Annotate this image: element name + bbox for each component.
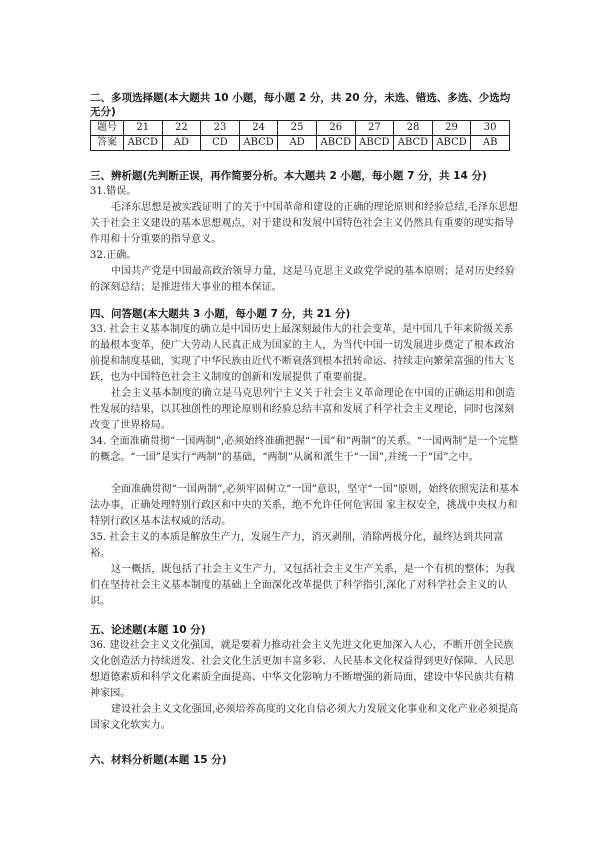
section-2-heading-line1: 二、多项选择题(本大题共 10 小题，每小题 2 分，共 20 分，未选、错选、多选、少选均 [90, 92, 511, 104]
question-number: 21 [124, 121, 163, 136]
q36-paragraph-2: 建设社会主义文化强国,必须培养高度的文化自信必须大力发展文化事业和文化产业必须提高国家文化软实力。 [90, 704, 519, 731]
q33-paragraph-1: 33. 社会主义基本制度的确立是中国历史上最深刻最伟大的社会变革，是中国几千年来阶级关系的最根本变革，使广大劳动人民真正成为国家的主人，为当代中国一切发展进步奠定了根本政治前提和制度基础，实现了中华民族由近代不断衰落到根本扭转命运、持续走向繁荣富强的伟大飞跃，也为中国特色社会主义制度的创新和发展提供了重要前提。 [90, 324, 515, 383]
question-number: 24 [239, 121, 278, 136]
q33-paragraph-2: 社会主义基本制度的确立是马克思列宁主义关于社会主义革命理论在中国的正确运用和创造性发展的结果，以其独创性的理论原则和经验总结丰富和发展了科学社会主义理论，同时也深刻改变了世界格局。 [90, 388, 515, 431]
question-number: 23 [201, 121, 240, 136]
section-2-heading-line2: 无分) [90, 106, 116, 118]
question-number: 25 [278, 121, 317, 136]
q35-paragraph-2: 这一概括，既包括了社会主义生产力，又包括社会主义生产关系，是一个有机的整体；为我们在坚持社会主义基本制度的基础上全面深化改革提供了科学指引,深化了对科学社会主义的认识。 [90, 564, 515, 607]
answer-cell: ABCD [239, 136, 278, 151]
row-label-number: 题号 [91, 121, 124, 136]
q31-text: 毛泽东思想是被实践证明了的关于中国革命和建设的正确的理论原则和经验总结,毛泽东思想关于社会主义建设的基本思想观点，对于建设和发展中国特色社会主义仍然具有重要的现实指导作用和十分重要的指导意义。 [90, 202, 519, 245]
table-row-answers [91, 136, 510, 151]
section-3-heading: 三、辨析题(先判断正误，再作简要分析。本大题共 2 小题，每小题 7 分，共 14 分) [90, 170, 487, 182]
question-number: 29 [432, 121, 471, 136]
answer-cell: CD [201, 136, 240, 151]
question-number: 22 [162, 121, 201, 136]
question-number: 28 [394, 121, 433, 136]
q32-text: 中国共产党是中国最高政治领导力量，这是马克思主义政党学说的基本原则；是对历史经验的深刻总结；是推进伟大事业的根本保证。 [90, 266, 515, 293]
question-number: 30 [471, 121, 510, 136]
section-6-heading: 六、材料分析题(本题 15 分) [90, 754, 227, 766]
answer-cell: ABCD [124, 136, 163, 151]
q34-paragraph-1: 34. 全面准确贯彻“一国两制”,必须始终准确把握“一国”和“两制”的关系。“一国两制”是一个完整的概念。“一国”是实行“两制”的基础，“两制”从属和派生于“一国”,并统一于“国”之中。 [90, 436, 519, 463]
q36-paragraph-1: 36. 建设社会主义文化强国，就是要着力推动社会主义先进文化更加深入人心，不断开创全民族文化创造活力持续迸发、社会文化生活更加丰富多彩、人民基本文化权益得到更好保障、人民思想道德素质和科学文化素质全面提高、中华文化影响力不断增强的新局面，建设中华民族共有精神家园。 [90, 640, 515, 699]
q34-paragraph-2: 全面准确贯彻“一国两制”,必须牢固树立“一国”意识，坚守“一国”原则，始终依照宪法和基本法办事，正确处理特别行政区和中央的关系，绝不允许任何危害国 家主权安全，挑战中央权力和特别行政区基本法权威的活动。 [90, 484, 520, 527]
answer-cell: AB [471, 136, 510, 151]
row-label-answer: 答案 [91, 136, 124, 151]
answer-cell: ABCD [355, 136, 394, 151]
table-row-numbers [91, 121, 510, 136]
answer-cell: ABCD [394, 136, 433, 151]
question-number: 26 [316, 121, 355, 136]
q32-label: 32.正确。 [90, 250, 137, 261]
answer-cell: AD [162, 136, 201, 151]
question-number: 27 [355, 121, 394, 136]
answer-table [90, 120, 510, 151]
answer-cell: ABCD [432, 136, 471, 151]
answer-cell: ABCD [316, 136, 355, 151]
section-5-heading: 五、论述题(本题 10 分) [90, 624, 206, 636]
q31-label: 31.错误。 [90, 186, 137, 197]
q35-paragraph-1: 35. 社会主义的本质是解放生产力，发展生产力，消灭剥削，消除两极分化，最终达到共同富裕。 [90, 532, 504, 559]
answer-cell: AD [278, 136, 317, 151]
section-4-heading: 四、问答题(本大题共 3 小题，每小题 7 分，共 21 分) [90, 308, 351, 320]
